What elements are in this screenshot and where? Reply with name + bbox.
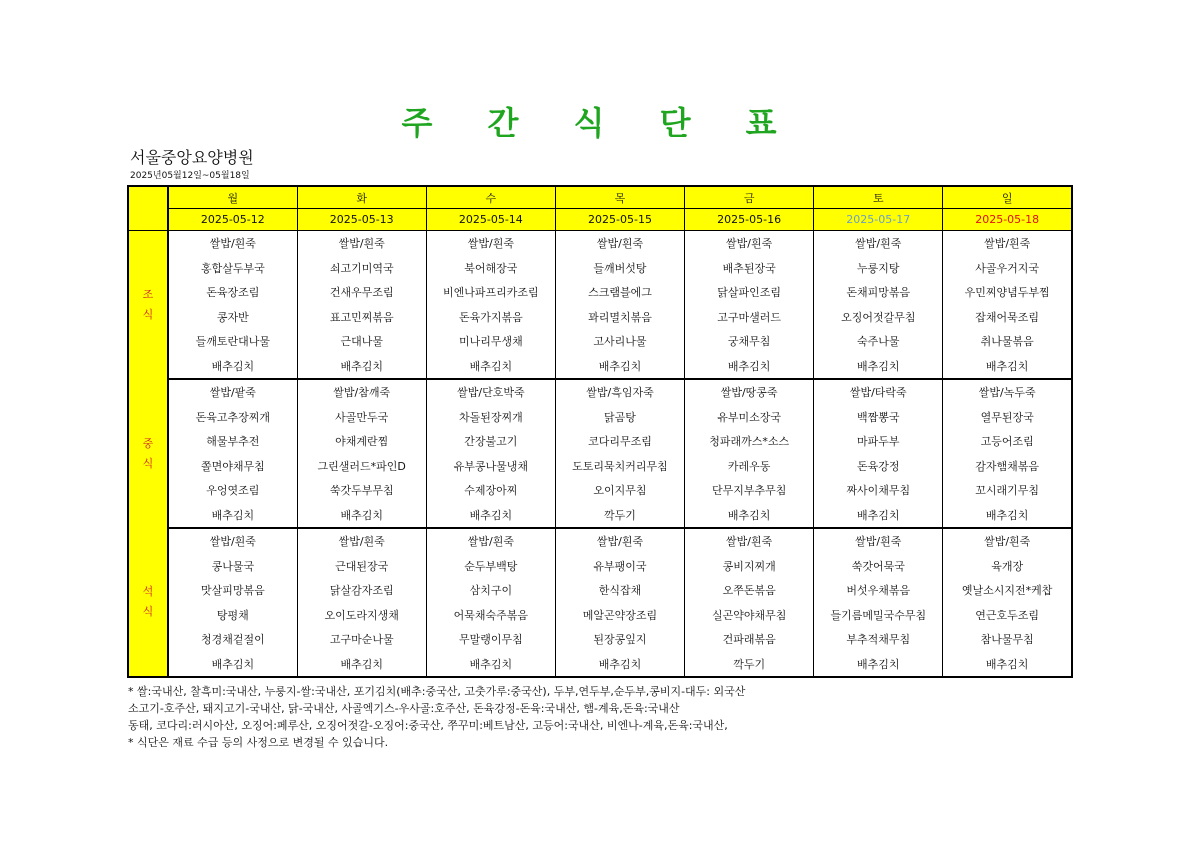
menu-item: 배추김치 xyxy=(814,354,943,380)
day-sun: 일 xyxy=(943,186,1072,209)
menu-item: 돈채피망볶음 xyxy=(814,280,943,305)
date-tue: 2025-05-13 xyxy=(297,209,426,231)
menu-item: 야채계란찜 xyxy=(297,429,426,454)
note-line: * 식단은 재료 수급 등의 사정으로 변경될 수 있습니다. xyxy=(128,736,389,749)
menu-row xyxy=(128,627,1072,652)
menu-item: 부추적채무침 xyxy=(814,627,943,652)
meal-label-char: 식 xyxy=(142,308,154,321)
menu-item: 건새우무조림 xyxy=(297,280,426,305)
menu-item: 들깨버섯탕 xyxy=(555,256,684,281)
menu-item: 쌀밥/참깨죽 xyxy=(297,379,426,405)
menu-item: 비엔나파프리카조림 xyxy=(426,280,555,305)
menu-item: 열무된장국 xyxy=(943,405,1072,430)
menu-item: 코다리무조림 xyxy=(555,429,684,454)
menu-item: 메알곤약장조림 xyxy=(555,603,684,628)
menu-item: 간장불고기 xyxy=(426,429,555,454)
menu-item: 수제장아찌 xyxy=(426,478,555,503)
menu-row xyxy=(128,280,1072,305)
date-sun: 2025-05-18 xyxy=(943,209,1072,231)
menu-item: 마파두부 xyxy=(814,429,943,454)
menu-item: 감자햄채볶음 xyxy=(943,454,1072,479)
meal-label xyxy=(128,528,168,677)
meal-label-char: 식 xyxy=(142,456,154,470)
menu-item: 백짬뽕국 xyxy=(814,405,943,430)
meal-label xyxy=(128,379,168,528)
date-wed: 2025-05-14 xyxy=(426,209,555,231)
date-mon: 2025-05-12 xyxy=(168,209,297,231)
meal-label-char: 중 xyxy=(142,436,154,450)
menu-item: 배추김치 xyxy=(297,354,426,380)
menu-item: 카레우동 xyxy=(685,454,814,479)
menu-item: 사골우거지국 xyxy=(943,256,1072,281)
note-line: 소고기-호주산, 돼지고기-국내산, 닭-국내산, 사골엑기스-우사골:호주산, 돈육강정-돈육:국내산, 햄-계육,돈육:국내산 xyxy=(128,702,680,715)
menu-item: 맛살피망볶음 xyxy=(168,578,297,603)
menu-row xyxy=(128,554,1072,579)
menu-item: 우민찌양념두부찜 xyxy=(943,280,1072,305)
menu-item: 사골만두국 xyxy=(297,405,426,430)
menu-item: 꼬시래기무침 xyxy=(943,478,1072,503)
menu-item: 무말랭이무침 xyxy=(426,627,555,652)
menu-item: 돈육가지볶음 xyxy=(426,305,555,330)
menu-item: 고구마순나물 xyxy=(297,627,426,652)
day-wed: 수 xyxy=(426,186,555,209)
menu-item: 쇠고기미역국 xyxy=(297,256,426,281)
menu-item: 배추김치 xyxy=(943,652,1072,678)
menu-item: 배추김치 xyxy=(297,652,426,678)
menu-item: 오쭈돈볶음 xyxy=(685,578,814,603)
weekly-menu-table xyxy=(127,185,1073,678)
day-thu: 목 xyxy=(555,186,684,209)
menu-item: 짜사이채무침 xyxy=(814,478,943,503)
menu-item: 참나물무침 xyxy=(943,627,1072,652)
menu-item: 쌀밥/흰죽 xyxy=(168,231,297,256)
menu-item: 건파래볶음 xyxy=(685,627,814,652)
menu-item: 배추김치 xyxy=(814,503,943,529)
menu-item: 고사리나물 xyxy=(555,329,684,354)
menu-item: 쌀밥/흰죽 xyxy=(426,528,555,554)
menu-item: 단무지부추무침 xyxy=(685,478,814,503)
menu-item: 깍두기 xyxy=(555,503,684,529)
menu-item: 실곤약야채무침 xyxy=(685,603,814,628)
note-line: * 쌀:국내산, 찰흑미:국내산, 누룽지-쌀:국내산, 포기김치(배추:중국산, 고춧가루:중국산), 두부,연두부,순두부,콩비지-대두: 외국산 xyxy=(128,685,746,698)
menu-item: 들기름메밀국수무침 xyxy=(814,603,943,628)
note-line: 동태, 코다리:러시아산, 오징어:페루산, 오징어젓갈-오징어:중국산, 쭈꾸미:베트남산, 고등어:국내산, 비엔나-계육,돈육:국내산, xyxy=(128,719,728,732)
menu-item: 육개장 xyxy=(943,554,1072,579)
menu-item: 돈육고추장찌개 xyxy=(168,405,297,430)
menu-row xyxy=(128,329,1072,354)
corner-cell xyxy=(128,186,168,231)
menu-row xyxy=(128,379,1072,405)
menu-item: 오이도라지생채 xyxy=(297,603,426,628)
menu-item: 배추김치 xyxy=(555,652,684,678)
day-tue: 화 xyxy=(297,186,426,209)
menu-item: 탕평채 xyxy=(168,603,297,628)
menu-item: 돈육강정 xyxy=(814,454,943,479)
notes xyxy=(128,683,745,751)
menu-item: 닭살파인조림 xyxy=(685,280,814,305)
menu-item: 버섯우채볶음 xyxy=(814,578,943,603)
menu-item: 쌀밥/타락죽 xyxy=(814,379,943,405)
menu-item: 근대된장국 xyxy=(297,554,426,579)
menu-item: 청경채겉절이 xyxy=(168,627,297,652)
menu-row xyxy=(128,429,1072,454)
menu-item: 궁채무침 xyxy=(685,329,814,354)
menu-row xyxy=(128,405,1072,430)
menu-item: 쌀밥/단호박죽 xyxy=(426,379,555,405)
meal-label xyxy=(128,231,168,380)
menu-item: 쌀밥/흰죽 xyxy=(426,231,555,256)
meal-label-char: 식 xyxy=(142,605,154,618)
menu-item: 유부콩나물냉채 xyxy=(426,454,555,479)
menu-item: 된장콩잎지 xyxy=(555,627,684,652)
date-sat: 2025-05-17 xyxy=(814,209,943,231)
menu-item: 배추김치 xyxy=(685,354,814,380)
menu-item: 돈육장조림 xyxy=(168,280,297,305)
menu-item: 쌀밥/흰죽 xyxy=(168,528,297,554)
menu-item: 쌀밥/흰죽 xyxy=(943,231,1072,256)
menu-item: 쌀밥/흰죽 xyxy=(685,528,814,554)
menu-item: 고등어조림 xyxy=(943,429,1072,454)
menu-item: 깍두기 xyxy=(685,652,814,678)
menu-item: 옛날소시지전*케찹 xyxy=(943,578,1072,603)
menu-item: 표고민찌볶음 xyxy=(297,305,426,330)
menu-item: 고구마샐러드 xyxy=(685,305,814,330)
day-sat: 토 xyxy=(814,186,943,209)
menu-item: 쌀밥/흑임자죽 xyxy=(555,379,684,405)
hospital-name: 서울중앙요양병원 xyxy=(130,148,254,167)
date-range: 2025년05월12일~05월18일 xyxy=(130,171,250,181)
menu-row xyxy=(128,354,1072,380)
menu-item: 콩자반 xyxy=(168,305,297,330)
menu-item: 쌀밥/흰죽 xyxy=(555,528,684,554)
menu-item: 쌀밥/녹두죽 xyxy=(943,379,1072,405)
menu-item: 청파래까스*소스 xyxy=(685,429,814,454)
menu-item: 유부팽이국 xyxy=(555,554,684,579)
day-mon: 월 xyxy=(168,186,297,209)
menu-row xyxy=(128,256,1072,281)
menu-item: 우엉엿조림 xyxy=(168,478,297,503)
menu-item: 닭곰탕 xyxy=(555,405,684,430)
menu-item: 쑥갓어묵국 xyxy=(814,554,943,579)
menu-item: 쌀밥/흰죽 xyxy=(297,528,426,554)
menu-item: 콩비지찌개 xyxy=(685,554,814,579)
menu-item: 쑥갓두부무침 xyxy=(297,478,426,503)
menu-item: 도토리묵치커리무침 xyxy=(555,454,684,479)
menu-item: 미나리무생채 xyxy=(426,329,555,354)
menu-item: 근대나물 xyxy=(297,329,426,354)
menu-item: 배추김치 xyxy=(943,354,1072,380)
menu-row xyxy=(128,478,1072,503)
menu-item: 쌀밥/흰죽 xyxy=(685,231,814,256)
menu-item: 쌀밥/팥죽 xyxy=(168,379,297,405)
menu-row xyxy=(128,603,1072,628)
meal-label-char: 석 xyxy=(142,585,154,598)
menu-item: 스크램블에그 xyxy=(555,280,684,305)
menu-item: 북어해장국 xyxy=(426,256,555,281)
menu-item: 쌀밥/흰죽 xyxy=(555,231,684,256)
menu-item: 연근호두조림 xyxy=(943,603,1072,628)
menu-item: 배추김치 xyxy=(426,503,555,529)
menu-item: 배추김치 xyxy=(168,503,297,529)
menu-row xyxy=(128,454,1072,479)
day-header-row xyxy=(128,186,1072,209)
menu-item: 누룽지탕 xyxy=(814,256,943,281)
page-title: 주 간 식 단 표 xyxy=(401,104,799,142)
menu-item: 쌀밥/흰죽 xyxy=(814,528,943,554)
menu-item: 배추김치 xyxy=(685,503,814,529)
menu-item: 배추김치 xyxy=(814,652,943,678)
menu-item: 오징어젓갈무침 xyxy=(814,305,943,330)
menu-item: 배추김치 xyxy=(943,503,1072,529)
menu-item: 그린샐러드*파인D xyxy=(297,454,426,479)
menu-item: 쌀밥/흰죽 xyxy=(943,528,1072,554)
menu-row xyxy=(128,528,1072,554)
menu-item: 닭살감자조림 xyxy=(297,578,426,603)
menu-item: 쌀밥/흰죽 xyxy=(297,231,426,256)
menu-item: 순두부백탕 xyxy=(426,554,555,579)
date-thu: 2025-05-15 xyxy=(555,209,684,231)
date-fri: 2025-05-16 xyxy=(685,209,814,231)
menu-row xyxy=(128,231,1072,256)
menu-item: 쫄면야채무침 xyxy=(168,454,297,479)
menu-item: 배추김치 xyxy=(297,503,426,529)
menu-item: 배추김치 xyxy=(426,652,555,678)
menu-item: 해물부추전 xyxy=(168,429,297,454)
menu-item: 유부미소장국 xyxy=(685,405,814,430)
menu-item: 꽈리멸치볶음 xyxy=(555,305,684,330)
menu-item: 홍합살두부국 xyxy=(168,256,297,281)
menu-item: 잡채어묵조림 xyxy=(943,305,1072,330)
menu-item: 취나물볶음 xyxy=(943,329,1072,354)
menu-item: 콩나물국 xyxy=(168,554,297,579)
menu-row xyxy=(128,578,1072,603)
menu-row xyxy=(128,305,1072,330)
menu-row xyxy=(128,652,1072,678)
date-header-row xyxy=(128,209,1072,231)
meal-label-char: 조 xyxy=(142,288,154,301)
menu-item: 배추김치 xyxy=(555,354,684,380)
menu-item: 차돌된장찌개 xyxy=(426,405,555,430)
menu-item: 삼치구이 xyxy=(426,578,555,603)
menu-item: 배추김치 xyxy=(168,354,297,380)
menu-body xyxy=(128,231,1072,678)
menu-item: 배추김치 xyxy=(426,354,555,380)
menu-item: 들깨토란대나물 xyxy=(168,329,297,354)
menu-item: 배추김치 xyxy=(168,652,297,678)
menu-item: 쌀밥/땅콩죽 xyxy=(685,379,814,405)
day-fri: 금 xyxy=(685,186,814,209)
menu-item: 어묵채숙주볶음 xyxy=(426,603,555,628)
menu-item: 숙주나물 xyxy=(814,329,943,354)
menu-item: 쌀밥/흰죽 xyxy=(814,231,943,256)
menu-item: 오이지무침 xyxy=(555,478,684,503)
menu-item: 한식잡채 xyxy=(555,578,684,603)
menu-item: 배추된장국 xyxy=(685,256,814,281)
menu-row xyxy=(128,503,1072,529)
